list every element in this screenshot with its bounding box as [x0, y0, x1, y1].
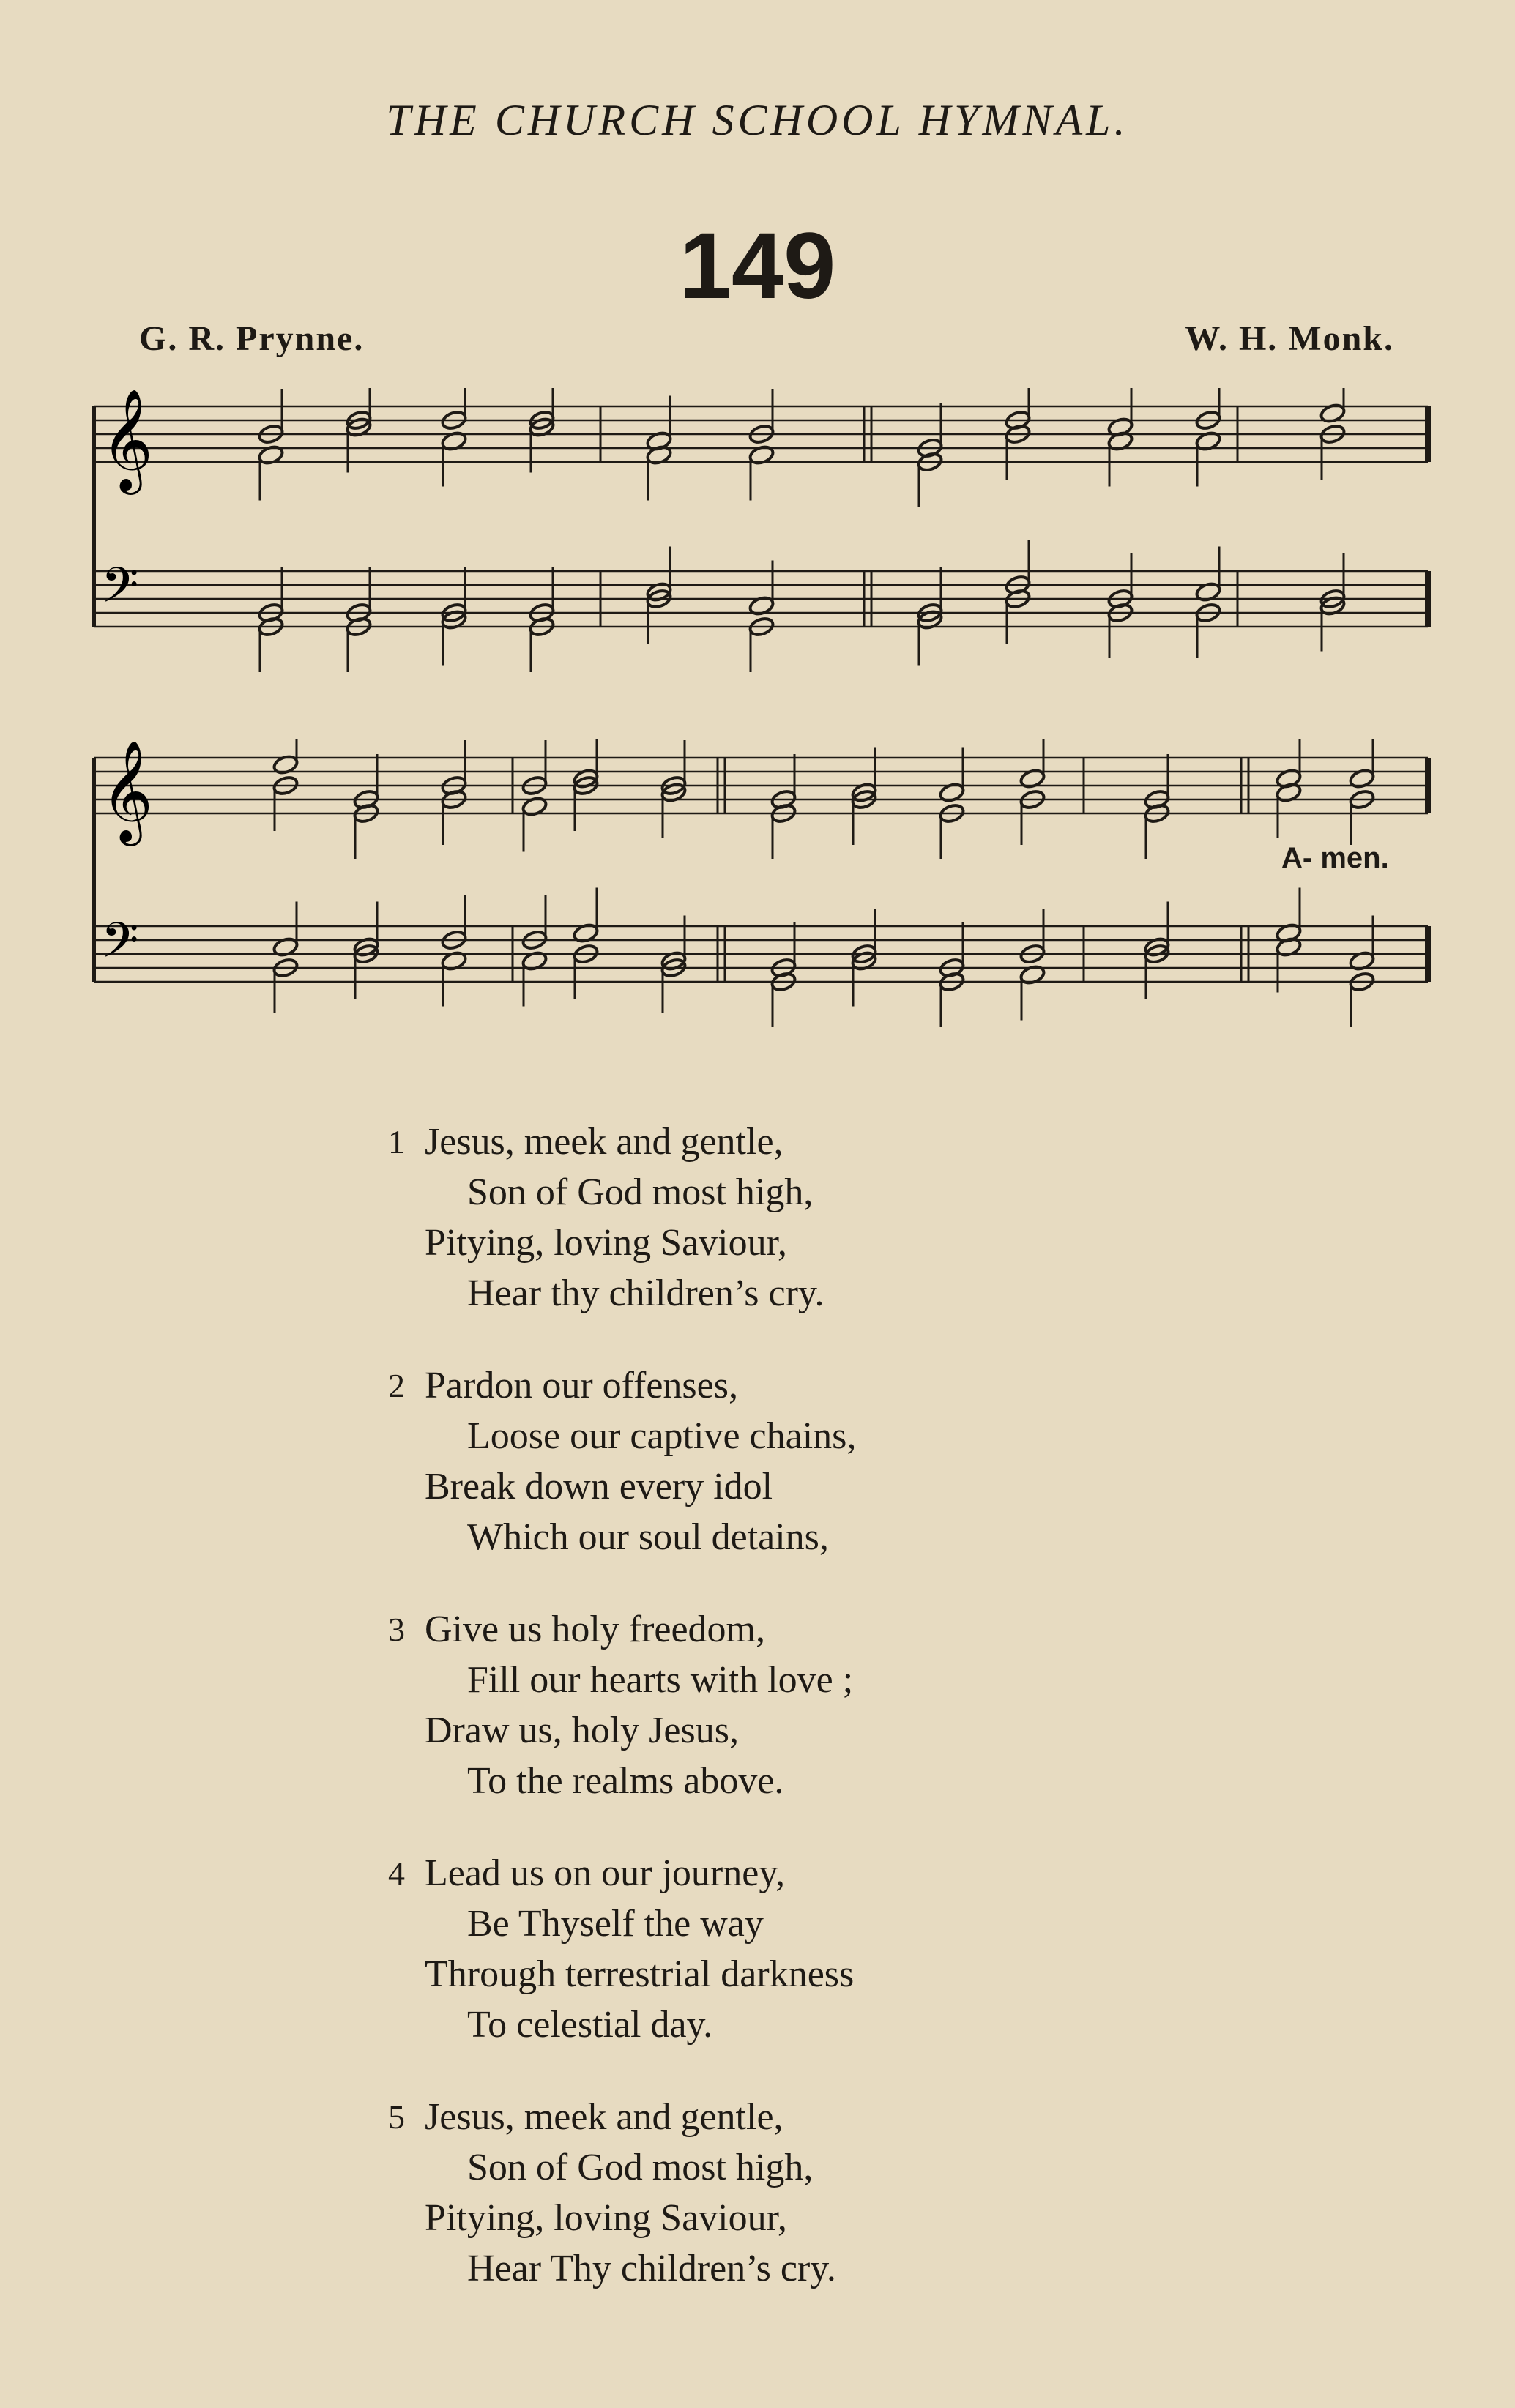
verse-line: Pardon our offenses, [425, 1365, 738, 1406]
verse-line: Give us holy freedom, [425, 1609, 766, 1650]
hymn-verses [388, 1117, 857, 2336]
verse-4 [388, 1848, 856, 2050]
verse-line: Jesus, meek and gentle, [425, 1121, 783, 1163]
verse-line: To the realms above. [467, 1760, 784, 1802]
verse-1 [388, 1117, 856, 1319]
treble-clef-icon: 𝄞 [101, 389, 153, 491]
verse-line: To celestial day. [467, 2004, 713, 2046]
verse-number: 1 [388, 1123, 405, 1160]
verse-line: Lead us on our journey, [425, 1852, 785, 1894]
verse-line: Pitying, loving Saviour, [425, 1222, 787, 1264]
verse-line: Loose our captive chains, [467, 1415, 857, 1457]
verse-line: Be Thyself the way [467, 1903, 764, 1945]
music-staff-system-2 [88, 739, 1443, 1054]
verse-line: Son of God most high, [467, 2147, 814, 2188]
verse-line: Son of God most high, [467, 1171, 814, 1213]
verse-line: Pitying, loving Saviour, [425, 2197, 787, 2239]
verse-line: Jesus, meek and gentle, [425, 2096, 783, 2138]
music-composer: W. H. Monk. [1185, 319, 1394, 358]
verse-number: 5 [388, 2098, 405, 2136]
bass-clef-icon: 𝄢 [101, 912, 139, 980]
music-staff-system-1 [88, 388, 1443, 681]
verse-line: Hear thy children’s cry. [467, 1272, 824, 1314]
hymn-number: 149 [679, 214, 836, 318]
verse-5 [388, 2092, 856, 2294]
verse-number: 2 [388, 1367, 405, 1404]
verse-number: 3 [388, 1611, 405, 1648]
verse-line: Through terrestrial darkness [425, 1953, 855, 1995]
bass-clef-icon: 𝄢 [101, 557, 139, 625]
verse-line: Which our soul detains, [467, 1516, 829, 1558]
verse-line: Break down every idol [425, 1466, 773, 1507]
verse-line: Draw us, holy Jesus, [425, 1710, 739, 1751]
verse-3 [388, 1604, 856, 1806]
music-system-2 [88, 739, 1443, 1054]
text-author: G. R. Prynne. [139, 319, 365, 358]
amen-label: A- men. [1281, 842, 1389, 874]
verse-line: Fill our hearts with love ; [467, 1659, 854, 1701]
verse-2 [388, 1360, 857, 1562]
music-system-1 [88, 388, 1443, 681]
treble-clef-icon: 𝄞 [101, 740, 153, 842]
running-title: THE CHURCH SCHOOL HYMNAL. [386, 96, 1129, 144]
verse-line: Hear Thy children’s cry. [467, 2248, 836, 2289]
verse-number: 4 [388, 1855, 405, 1892]
